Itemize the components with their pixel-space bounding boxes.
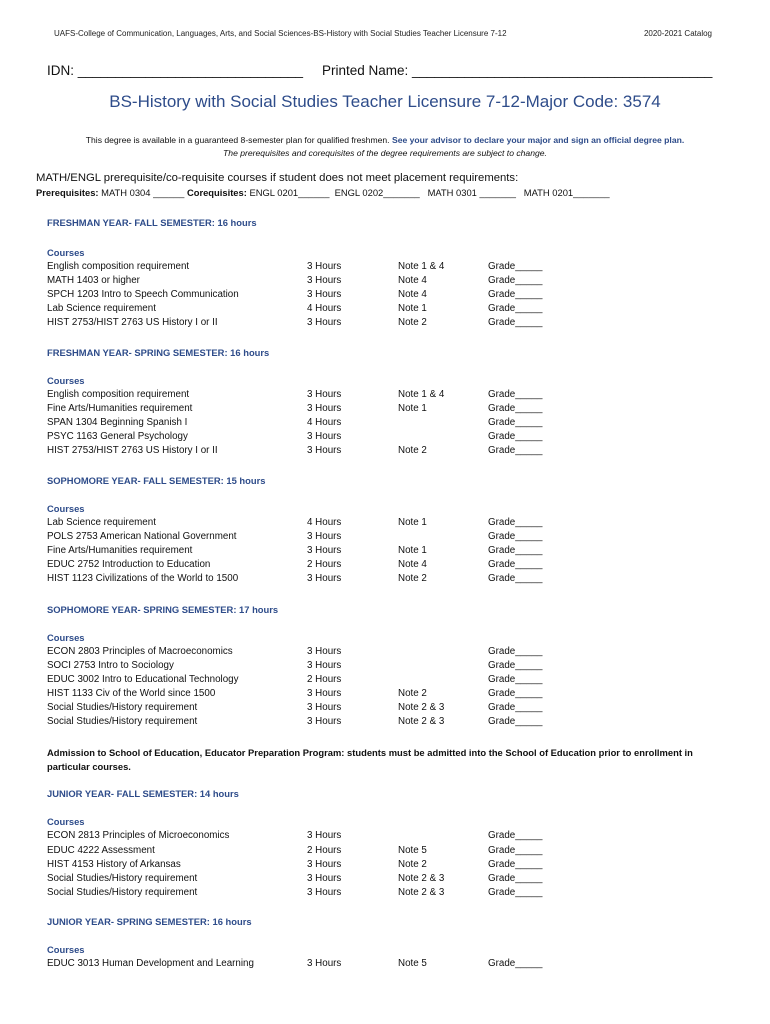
course-row: [0, 716, 770, 730]
course-grade: Grade_____: [488, 873, 543, 884]
course-row: [0, 859, 770, 873]
course-grade: Grade_____: [488, 716, 543, 727]
courses-label: Courses: [47, 632, 85, 643]
course-name: POLS 2753 American National Government: [47, 531, 237, 542]
printed-name-field: Printed Name: ________________________________________: [322, 63, 713, 78]
course-note: Note 2 & 3: [398, 716, 445, 727]
course-hours: 3 Hours: [307, 716, 342, 727]
course-row: [0, 674, 770, 688]
course-note: Note 1: [398, 303, 427, 314]
course-row: [0, 559, 770, 573]
course-hours: 3 Hours: [307, 573, 342, 584]
course-note: Note 1: [398, 403, 427, 414]
course-hours: 3 Hours: [307, 403, 342, 414]
course-grade: Grade_____: [488, 261, 543, 272]
course-note: Note 5: [398, 958, 427, 969]
coreq-label: Corequisites:: [186, 187, 247, 198]
course-note: Note 1: [398, 517, 427, 528]
course-grade: Grade_____: [488, 887, 543, 898]
course-grade: Grade_____: [488, 660, 543, 671]
course-note: Note 4: [398, 559, 427, 570]
course-grade: Grade_____: [488, 445, 543, 456]
semester-title: SOPHOMORE YEAR- SPRING SEMESTER: 17 hours: [47, 604, 279, 615]
math-engl-header: MATH/ENGL prerequisite/co-requisite courses if student does not meet placement requirements:: [36, 172, 519, 184]
course-row: [0, 573, 770, 587]
course-name: HIST 1133 Civ of the World since 1500: [47, 688, 216, 699]
courses-label: Courses: [47, 247, 85, 258]
course-name: Fine Arts/Humanities requirement: [47, 403, 193, 414]
course-grade: Grade_____: [488, 646, 543, 657]
course-grade: Grade_____: [488, 289, 543, 300]
course-name: EDUC 4222 Assessment: [47, 845, 155, 856]
prereq-line: [36, 187, 610, 198]
course-hours: 3 Hours: [307, 873, 342, 884]
course-name: Social Studies/History requirement: [47, 873, 198, 884]
courses-label: Courses: [47, 816, 85, 827]
course-name: HIST 1123 Civilizations of the World to 1500: [47, 573, 239, 584]
course-row: [0, 646, 770, 660]
course-note: Note 4: [398, 275, 427, 286]
course-hours: 2 Hours: [307, 674, 342, 685]
admission-note: Admission to School of Education, Educator Preparation Program: students must be admitted into the School of Education prior to enrollment in particular courses.: [47, 747, 693, 772]
semester-title: JUNIOR YEAR- SPRING SEMESTER: 16 hours: [47, 916, 252, 927]
course-hours: 3 Hours: [307, 275, 342, 286]
course-hours: 3 Hours: [307, 389, 342, 400]
courses-label: Courses: [47, 375, 85, 386]
advisor-note: See your advisor to declare your major and sign an official degree plan.: [391, 135, 685, 145]
courses-label: Courses: [47, 503, 85, 514]
course-row: [0, 289, 770, 303]
course-hours: 3 Hours: [307, 660, 342, 671]
course-name: Lab Science requirement: [47, 303, 156, 314]
course-name: English composition requirement: [47, 261, 190, 272]
course-row: [0, 317, 770, 331]
course-note: Note 2 & 3: [398, 873, 445, 884]
course-hours: 3 Hours: [307, 289, 342, 300]
course-hours: 2 Hours: [307, 559, 342, 570]
course-row: [0, 545, 770, 559]
course-row: [0, 403, 770, 417]
course-note: Note 2: [398, 573, 427, 584]
course-name: EDUC 2752 Introduction to Education: [47, 559, 211, 570]
course-hours: 3 Hours: [307, 431, 342, 442]
course-name: HIST 4153 History of Arkansas: [47, 859, 181, 870]
course-name: Fine Arts/Humanities requirement: [47, 545, 193, 556]
course-grade: Grade_____: [488, 317, 543, 328]
course-note: Note 5: [398, 845, 427, 856]
course-row: [0, 531, 770, 545]
course-note: Note 2: [398, 445, 427, 456]
course-grade: Grade_____: [488, 389, 543, 400]
course-hours: 3 Hours: [307, 545, 342, 556]
course-hours: 3 Hours: [307, 702, 342, 713]
course-note: Note 2: [398, 317, 427, 328]
course-row: [0, 517, 770, 531]
course-name: MATH 1403 or higher: [47, 275, 140, 286]
course-hours: 3 Hours: [307, 646, 342, 657]
course-grade: Grade_____: [488, 531, 543, 542]
course-grade: Grade_____: [488, 545, 543, 556]
course-hours: 4 Hours: [307, 303, 342, 314]
course-hours: 3 Hours: [307, 887, 342, 898]
course-row: [0, 261, 770, 275]
course-row: [0, 389, 770, 403]
coreq-value: ENGL 0201______ ENGL 0202_______ MATH 0301 _______ MATH 0201_______: [246, 187, 610, 198]
course-note: Note 1: [398, 545, 427, 556]
course-name: Lab Science requirement: [47, 517, 156, 528]
course-grade: Grade_____: [488, 688, 543, 699]
course-name: English composition requirement: [47, 389, 190, 400]
course-grade: Grade_____: [488, 559, 543, 570]
course-note: Note 1 & 4: [398, 389, 445, 400]
course-hours: 2 Hours: [307, 845, 342, 856]
course-row: [0, 845, 770, 859]
course-name: EDUC 3002 Intro to Educational Technology: [47, 674, 239, 685]
course-row: [0, 417, 770, 431]
intro-line: [0, 135, 770, 145]
course-grade: Grade_____: [488, 859, 543, 870]
course-name: Social Studies/History requirement: [47, 702, 198, 713]
course-hours: 3 Hours: [307, 445, 342, 456]
course-grade: Grade_____: [488, 674, 543, 685]
course-grade: Grade_____: [488, 431, 543, 442]
course-note: Note 4: [398, 289, 427, 300]
intro-text: This degree is available in a guaranteed 8-semester plan for qualified freshmen.: [85, 135, 390, 145]
course-row: [0, 958, 770, 972]
course-name: ECON 2813 Principles of Microeconomics: [47, 830, 230, 841]
idn-field: IDN: ______________________________: [47, 63, 303, 78]
course-hours: 4 Hours: [307, 517, 342, 528]
course-grade: Grade_____: [488, 573, 543, 584]
course-note: Note 2: [398, 688, 427, 699]
prereq-change-note: The prerequisites and corequisites of the degree requirements are subject to change.: [223, 148, 547, 158]
course-grade: Grade_____: [488, 303, 543, 314]
course-row: [0, 431, 770, 445]
catalog-year: 2020-2021 Catalog: [643, 29, 712, 38]
semester-title: FRESHMAN YEAR- SPRING SEMESTER: 16 hours: [47, 347, 270, 358]
course-name: Social Studies/History requirement: [47, 887, 198, 898]
course-name: ECON 2803 Principles of Macroeconomics: [47, 646, 233, 657]
course-hours: 4 Hours: [307, 417, 342, 428]
course-grade: Grade_____: [488, 702, 543, 713]
course-hours: 3 Hours: [307, 859, 342, 870]
course-row: [0, 688, 770, 702]
course-row: [0, 445, 770, 459]
course-name: SPAN 1304 Beginning Spanish I: [47, 417, 188, 428]
semester-title: FRESHMAN YEAR- FALL SEMESTER: 16 hours: [47, 217, 257, 228]
course-row: [0, 702, 770, 716]
page-title: BS-History with Social Studies Teacher Licensure 7-12-Major Code: 3574: [109, 92, 661, 111]
course-row: [0, 887, 770, 901]
course-name: HIST 2753/HIST 2763 US History I or II: [47, 317, 218, 328]
semester-title: SOPHOMORE YEAR- FALL SEMESTER: 15 hours: [47, 475, 266, 486]
course-hours: 3 Hours: [307, 958, 342, 969]
running-header-title: UAFS-College of Communication, Languages, Arts, and Social Sciences-BS-History with Social Studies Teacher Licensure 7-12: [54, 29, 507, 38]
course-note: Note 1 & 4: [398, 261, 445, 272]
course-grade: Grade_____: [488, 517, 543, 528]
course-row: [0, 303, 770, 317]
course-name: EDUC 3013 Human Development and Learning: [47, 958, 254, 969]
semester-title: JUNIOR YEAR- FALL SEMESTER: 14 hours: [47, 788, 239, 799]
prereq-label: Prerequisites:: [36, 187, 99, 198]
course-row: [0, 660, 770, 674]
course-grade: Grade_____: [488, 845, 543, 856]
course-grade: Grade_____: [488, 403, 543, 414]
course-row: [0, 830, 770, 844]
course-hours: 3 Hours: [307, 688, 342, 699]
prereq-value: MATH 0304 ______: [98, 187, 187, 198]
course-grade: Grade_____: [488, 830, 543, 841]
courses-label: Courses: [47, 944, 85, 955]
course-row: [0, 873, 770, 887]
course-note: Note 2: [398, 859, 427, 870]
course-name: SPCH 1203 Intro to Speech Communication: [47, 289, 239, 300]
course-name: HIST 2753/HIST 2763 US History I or II: [47, 445, 218, 456]
course-hours: 3 Hours: [307, 830, 342, 841]
course-grade: Grade_____: [488, 958, 543, 969]
course-note: Note 2 & 3: [398, 702, 445, 713]
course-name: Social Studies/History requirement: [47, 716, 198, 727]
course-grade: Grade_____: [488, 275, 543, 286]
course-name: SOCI 2753 Intro to Sociology: [47, 660, 174, 671]
course-row: [0, 275, 770, 289]
course-name: PSYC 1163 General Psychology: [47, 431, 188, 442]
course-note: Note 2 & 3: [398, 887, 445, 898]
course-hours: 3 Hours: [307, 261, 342, 272]
course-grade: Grade_____: [488, 417, 543, 428]
course-hours: 3 Hours: [307, 531, 342, 542]
course-hours: 3 Hours: [307, 317, 342, 328]
